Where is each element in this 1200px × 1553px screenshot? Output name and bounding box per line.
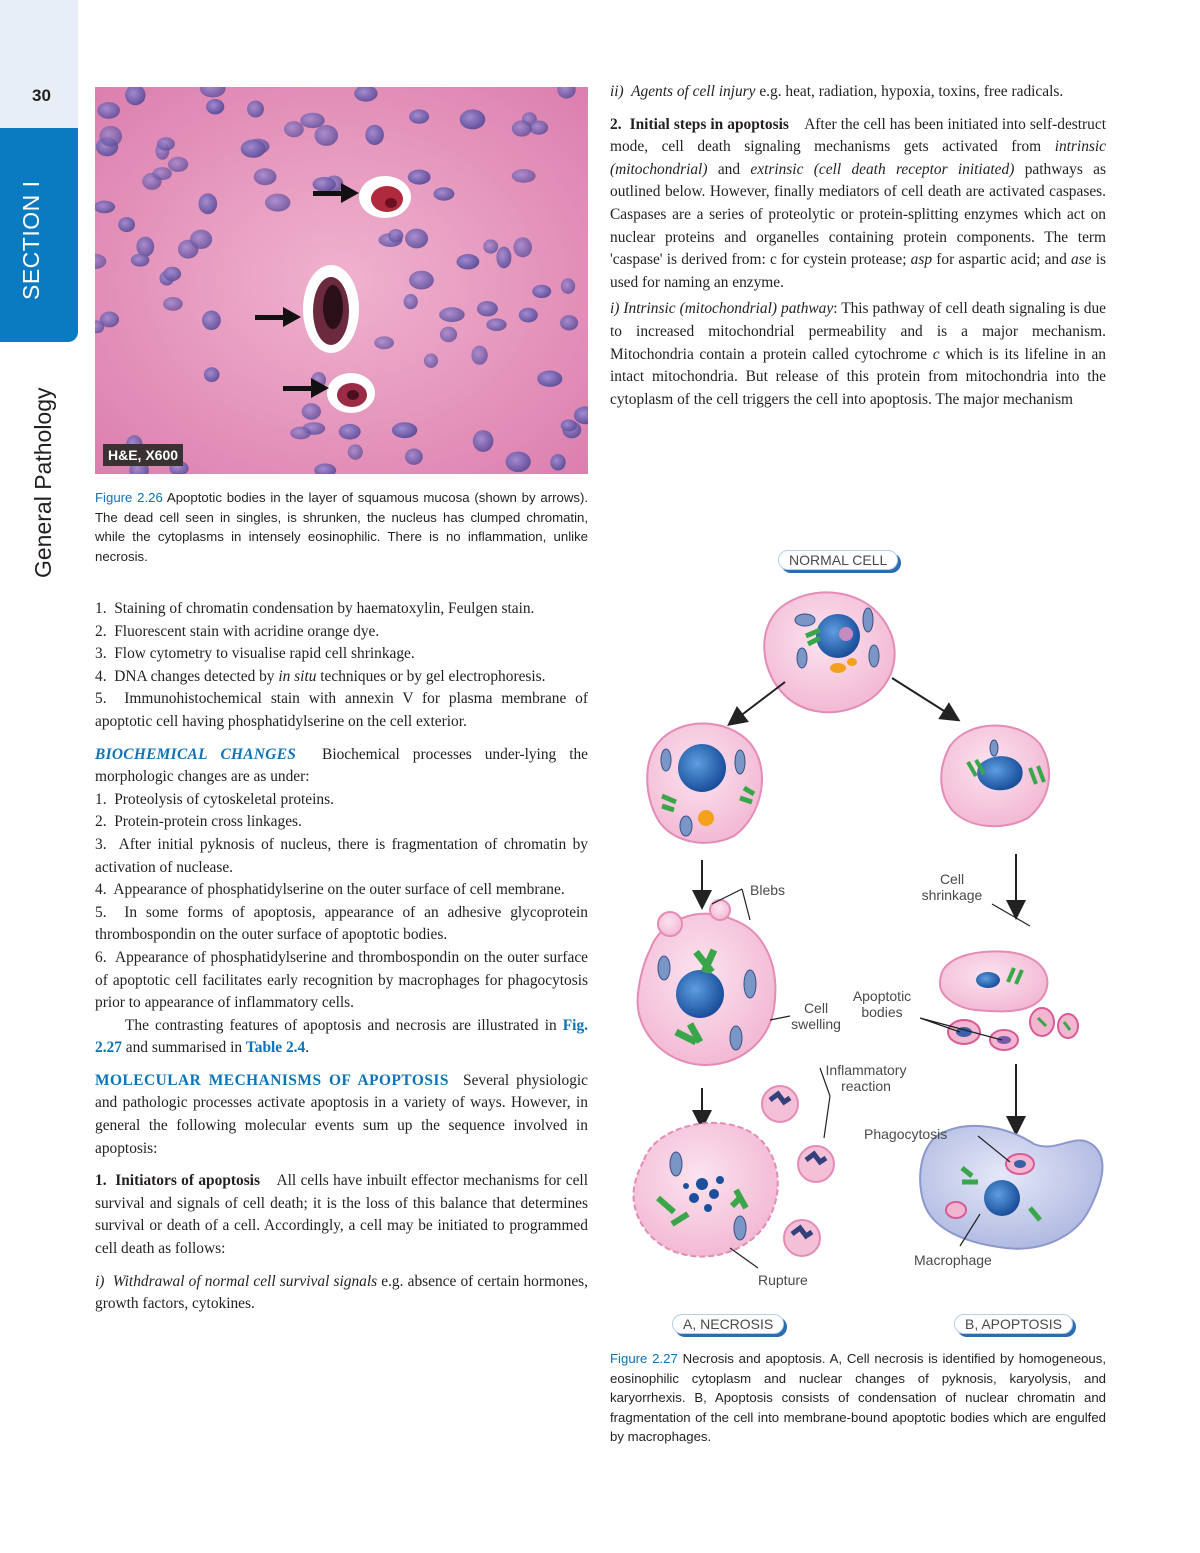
cell-nucleus bbox=[532, 285, 551, 298]
cell-nucleus bbox=[519, 308, 538, 323]
cell-nucleus bbox=[560, 315, 578, 330]
text-run: All cells have inbuilt effector mechanisms for cell survival and signals of cell death; it is the loss of this balance that determines survival or death of a cell. Accordingly, a cell may be initiated to programmed cell death as follows: bbox=[95, 1172, 588, 1258]
text-run: . bbox=[305, 1039, 310, 1057]
blebs-label: Blebs bbox=[750, 882, 786, 898]
necrosis-cell-early bbox=[647, 723, 762, 842]
cell-nucleus bbox=[537, 371, 562, 387]
text-run: i) Intrinsic (mitochondrial) pathway bbox=[610, 300, 834, 318]
necrosis-cell-rupture bbox=[633, 1123, 777, 1257]
cell-nucleus bbox=[365, 125, 384, 145]
cell-nucleus bbox=[254, 168, 277, 185]
apoptotic-body bbox=[327, 373, 375, 413]
table-link[interactable]: Table 2.4 bbox=[245, 1039, 306, 1057]
cell-shrinkage-label: Cell shrinkage bbox=[921, 871, 983, 903]
apoptotic-body bbox=[359, 176, 411, 218]
text-run: techniques or by gel electrophoresis. bbox=[316, 667, 546, 685]
cell-nucleus bbox=[388, 229, 403, 242]
figure-2-26-caption bbox=[95, 488, 588, 566]
list-item bbox=[95, 666, 588, 689]
cell-nucleus bbox=[405, 449, 423, 465]
magnification-label: H&E, X600 bbox=[103, 444, 183, 466]
text-run: and bbox=[707, 160, 751, 178]
cell-nucleus bbox=[506, 452, 531, 473]
right-column bbox=[610, 81, 1106, 411]
text-run: e.g. absence of certain hormones, growth factors, cytokines. bbox=[95, 1272, 588, 1313]
cell-nucleus bbox=[439, 307, 465, 322]
cell-nucleus bbox=[204, 367, 220, 382]
text-run: i) Withdrawal of normal cell survival signals bbox=[95, 1272, 378, 1290]
normal-cell bbox=[764, 592, 894, 712]
contrast-paragraph bbox=[95, 1015, 588, 1060]
cell-nucleus bbox=[405, 229, 428, 249]
cell-nucleus bbox=[392, 422, 417, 438]
list-item: 3. After initial pyknosis of nucleus, there is fragmentation of chromatin by activation of nuclease. bbox=[95, 835, 588, 876]
cell-nucleus bbox=[424, 354, 438, 368]
text-run: : This pathway of cell death signaling is due to increased mitochondrial permeability and is a major mechanism. Mitochondria contain a protein called cytochrome bbox=[610, 300, 1106, 363]
normal-cell-label: NORMAL CELL bbox=[778, 550, 898, 570]
cell-nucleus bbox=[409, 271, 434, 290]
text-run: Several physiologic and pathologic processes activate apoptosis in a variety of ways. However, in general the following molecular events sum up the sequence involved in apoptosis: bbox=[95, 1071, 588, 1157]
page-number-tab bbox=[0, 0, 78, 128]
cell-nucleus bbox=[529, 121, 548, 135]
cell-nucleus bbox=[315, 125, 339, 146]
text-run: is used for naming an enzyme. bbox=[610, 251, 1106, 291]
molecular-paragraph bbox=[95, 1070, 588, 1160]
intrinsic-paragraph bbox=[610, 298, 1106, 411]
subheading: 1. Initiators of apoptosis bbox=[95, 1172, 260, 1190]
cell-nucleus bbox=[486, 318, 506, 331]
cell-nucleus bbox=[473, 430, 494, 452]
cell-nucleus bbox=[97, 102, 120, 119]
text-run: 4. DNA changes detected by bbox=[95, 667, 279, 685]
cell-nucleus bbox=[550, 454, 565, 470]
withdrawal-paragraph bbox=[95, 1271, 588, 1316]
text-run: After the cell has been initiated into self-destruct mode, cell death signaling mechanisms gets activated from bbox=[610, 115, 1106, 156]
micrograph-image bbox=[95, 87, 588, 474]
cell-nucleus bbox=[512, 120, 532, 136]
cell-nucleus bbox=[440, 327, 457, 343]
cell-nucleus bbox=[433, 187, 454, 200]
text-run: for aspartic acid; and bbox=[932, 251, 1071, 269]
cell-nucleus bbox=[457, 254, 480, 269]
figure-label: Figure 2.26 bbox=[95, 490, 163, 505]
text-run: The contrasting features of apoptosis and necrosis are illustrated in bbox=[125, 1016, 563, 1034]
text-run: ase bbox=[1071, 251, 1092, 269]
necrosis-panel-label: A, NECROSIS bbox=[672, 1314, 784, 1334]
cell-nucleus bbox=[409, 109, 429, 123]
phagocytosis-label: Phagocytosis bbox=[864, 1126, 948, 1142]
cell-nucleus bbox=[374, 336, 394, 349]
cell-nucleus bbox=[99, 126, 122, 147]
cell-nucleus bbox=[131, 254, 150, 267]
list-item: 5. In some forms of apoptosis, appearance of an adhesive glycoprotein thrombospondin on the outer surface of apoptotic bodies. bbox=[95, 903, 588, 944]
cell-nucleus bbox=[471, 346, 487, 365]
apoptotic-body bbox=[303, 265, 359, 353]
necrosis-apoptosis-diagram bbox=[610, 548, 1110, 1343]
macrophage-cell bbox=[920, 1126, 1102, 1249]
cell-nucleus bbox=[483, 239, 498, 253]
necrosis-cell-swelling bbox=[638, 900, 776, 1065]
cell-nucleus bbox=[477, 301, 498, 316]
cell-nucleus bbox=[190, 230, 212, 249]
list-item: 3. Flow cytometry to visualise rapid cell shrinkage. bbox=[95, 645, 415, 663]
cell-nucleus bbox=[202, 311, 221, 331]
section-heading: MOLECULAR MECHANISMS OF APOPTOSIS bbox=[95, 1071, 449, 1089]
subheading: 2. Initial steps in apoptosis bbox=[610, 115, 789, 133]
text-run: and summarised in bbox=[121, 1039, 246, 1057]
macrophage-label: Macrophage bbox=[914, 1252, 992, 1268]
text-run: e.g. heat, radiation, hypoxia, toxins, free radicals. bbox=[755, 83, 1064, 100]
book-title: General Pathology bbox=[30, 387, 56, 578]
text-run: asp bbox=[910, 251, 933, 269]
text-run: in situ bbox=[278, 667, 317, 685]
cell-nucleus bbox=[313, 177, 336, 192]
apoptosis-cell-early bbox=[941, 726, 1049, 827]
figure-label: Figure 2.27 bbox=[610, 1351, 678, 1366]
cell-nucleus bbox=[163, 297, 183, 311]
left-column bbox=[95, 598, 588, 1316]
figure-2-27-caption bbox=[610, 1349, 1106, 1447]
cell-nucleus bbox=[302, 403, 321, 419]
caption-text: Necrosis and apoptosis. A, Cell necrosis is identified by homogeneous, eosinophilic cytoplasm and nuclear changes of pyknosis, karyolysis, and karyorrhexis. B, Apoptosis consists of condensation of nuclear chromatin and fragmentation of the cell into membrane-bound apoptotic bodies which are engulfed by macrophages. bbox=[610, 1351, 1107, 1444]
initial-steps-paragraph bbox=[610, 114, 1106, 295]
cell-nucleus bbox=[512, 169, 536, 183]
section-label: SECTION I bbox=[18, 180, 44, 300]
list-item: 2. Protein-protein cross linkages. bbox=[95, 813, 302, 831]
apoptotic-bodies-label: Apoptotic bodies bbox=[852, 988, 912, 1020]
caption-text: Apoptotic bodies in the layer of squamous mucosa (shown by arrows). The dead cell seen in singles, is shrunken, the nucleus has clumped chromatin, while the cytoplasms in intensely eosinophilic. There is no inflammation, unlike necrosis. bbox=[95, 490, 588, 564]
text-run: intrinsic (mitochondrial) bbox=[610, 138, 1106, 178]
list-item: 1. Proteolysis of cytoskeletal proteins. bbox=[95, 790, 334, 808]
cell-nucleus bbox=[163, 267, 181, 281]
apoptotic-bodies bbox=[948, 1008, 1078, 1050]
cell-nucleus bbox=[339, 424, 361, 440]
diagram-drawing bbox=[610, 548, 1110, 1343]
text-run: which is its lifeline in an intact mitochondria. But release of this protein from mitochondria into the cytoplasm of the cell triggers the cell into apoptosis. The major mechanism bbox=[610, 345, 1106, 408]
list-item: 2. Fluorescent stain with acridine orange dye. bbox=[95, 622, 380, 640]
list-item: 1. Staining of chromatin condensation by haematoxylin, Feulgen stain. bbox=[95, 600, 535, 617]
apoptosis-cell-shrunken bbox=[940, 951, 1047, 1011]
section-heading: BIOCHEMICAL CHANGES bbox=[95, 745, 297, 763]
inflammatory-reaction-label: Inflammatory reaction bbox=[825, 1062, 907, 1094]
cell-nucleus bbox=[404, 294, 418, 309]
text-run: ii) Agents of cell injury bbox=[610, 83, 756, 100]
initiators-paragraph bbox=[95, 1170, 588, 1260]
text-run: pathways as outlined below. However, finally mediators of cell death are activated caspases. Caspases are a series of proteolytic or protein-splitting enzymes which act on nuclear proteins and organelles containing protein components. The term 'caspase' is derived from: c for cystein protease; bbox=[610, 160, 1106, 269]
text-run: c bbox=[932, 345, 940, 363]
cell-nucleus bbox=[199, 193, 218, 214]
cell-nucleus bbox=[561, 278, 575, 294]
cell-nucleus bbox=[241, 140, 266, 158]
cell-swelling-label: Cell swelling bbox=[791, 1000, 841, 1032]
cell-nucleus bbox=[265, 194, 290, 212]
text-run: Biochemical processes under-lying the morphologic changes are as under: bbox=[95, 745, 588, 786]
cell-nucleus bbox=[152, 167, 171, 180]
rupture-label: Rupture bbox=[758, 1272, 808, 1288]
agents-paragraph bbox=[610, 81, 1106, 104]
list-item: 4. Appearance of phosphatidylserine on the outer surface of cell membrane. bbox=[95, 881, 565, 899]
cell-nucleus bbox=[168, 157, 188, 172]
list-item: 5. Immunohistochemical stain with annexin V for plasma membrane of apoptotic cell having phosphatidylserine on the cell exterior. bbox=[95, 690, 588, 730]
micrograph-drawing bbox=[95, 87, 588, 474]
cell-nucleus bbox=[460, 109, 486, 129]
cell-nucleus bbox=[157, 137, 175, 150]
cell-nucleus bbox=[206, 99, 224, 114]
cell-nucleus bbox=[513, 237, 532, 257]
apoptosis-panel-label: B, APOPTOSIS bbox=[954, 1314, 1073, 1334]
cell-nucleus bbox=[290, 427, 311, 440]
list-item: 6. Appearance of phosphatidylserine and thrombospondin on the outer surface of apoptotic cell facilitates early recognition by macrophages for phagocytosis prior to appearance of inflammatory cells. bbox=[95, 948, 588, 1012]
cell-nucleus bbox=[118, 217, 135, 232]
cell-nucleus bbox=[300, 113, 325, 128]
text-run: extrinsic (cell death receptor initiated) bbox=[750, 160, 1015, 178]
cell-nucleus bbox=[247, 101, 264, 118]
cell-nucleus bbox=[348, 444, 363, 460]
cell-nucleus bbox=[408, 170, 431, 185]
page-number: 30 bbox=[32, 86, 51, 105]
biochemical-paragraph bbox=[95, 744, 588, 789]
figure-link[interactable]: Fig. 2.27 bbox=[95, 1016, 588, 1057]
cell-nucleus bbox=[496, 247, 511, 269]
cell-nucleus bbox=[561, 419, 577, 431]
cell-nucleus bbox=[284, 121, 304, 137]
